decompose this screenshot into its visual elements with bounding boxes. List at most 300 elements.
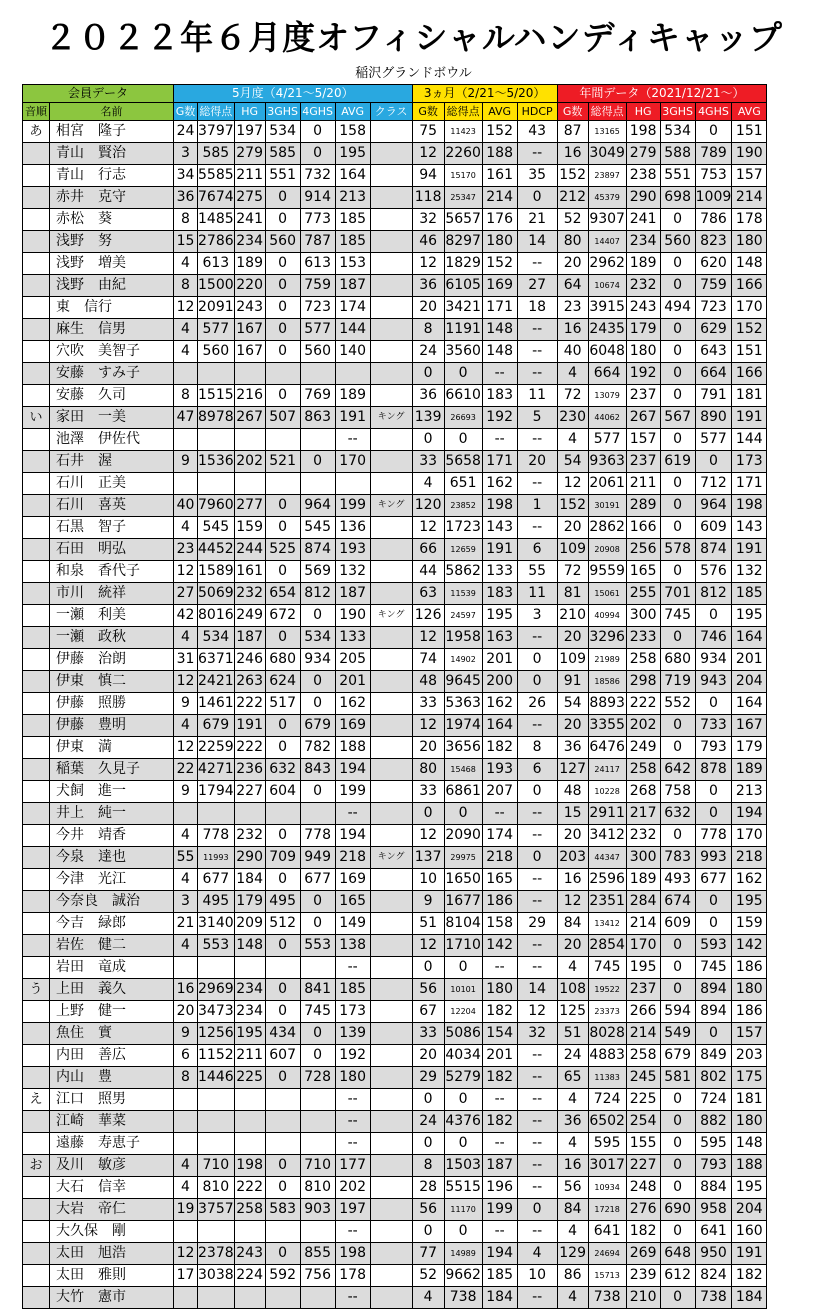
annual-cell: 745 [660, 605, 695, 627]
month-cell: 36 [174, 187, 198, 209]
annual-cell: 182 [732, 1265, 767, 1287]
three-month-cell: -- [517, 253, 557, 275]
month-cell: 0 [265, 495, 300, 517]
month-cell: 197 [234, 121, 265, 143]
month-cell: 934 [300, 649, 335, 671]
member-name: 今泉 達也 [50, 847, 174, 869]
three-month-cell: 207 [482, 781, 517, 803]
month-cell: 3 [174, 143, 198, 165]
month-cell: 745 [300, 1001, 335, 1023]
initial-cell [23, 165, 50, 187]
annual-cell: 179 [732, 737, 767, 759]
annual-cell: 680 [660, 649, 695, 671]
annual-cell: 733 [695, 715, 732, 737]
month-cell: 185 [335, 231, 370, 253]
month-cell: 5585 [198, 165, 235, 187]
three-month-cell: 8104 [444, 913, 482, 935]
initial-cell: お [23, 1155, 50, 1177]
member-name: 太田 雅則 [50, 1265, 174, 1287]
table-row [23, 935, 767, 957]
class-cell [370, 451, 412, 473]
column-header: 総得点 [588, 103, 626, 121]
annual-cell: 210 [626, 1287, 660, 1309]
class-cell [370, 891, 412, 913]
annual-cell: 4883 [588, 1045, 626, 1067]
annual-cell: 642 [660, 759, 695, 781]
month-cell: 277 [234, 495, 265, 517]
month-cell: 144 [335, 319, 370, 341]
month-cell [234, 1133, 265, 1155]
annual-cell: 4 [557, 957, 588, 979]
annual-cell: 157 [626, 429, 660, 451]
month-cell: 16 [174, 979, 198, 1001]
three-month-cell: 0 [517, 187, 557, 209]
class-cell [370, 1243, 412, 1265]
class-cell [370, 143, 412, 165]
month-cell: 0 [265, 319, 300, 341]
annual-cell: 12 [557, 891, 588, 913]
month-cell: 12 [174, 671, 198, 693]
class-cell [370, 693, 412, 715]
table-row [23, 1089, 767, 1111]
initial-cell [23, 825, 50, 847]
three-month-cell: 5086 [444, 1023, 482, 1045]
month-cell [174, 803, 198, 825]
annual-cell: 170 [626, 935, 660, 957]
month-cell: 12 [174, 297, 198, 319]
month-cell: 167 [234, 319, 265, 341]
three-month-cell: 0 [412, 1089, 444, 1111]
annual-cell: 36 [557, 1111, 588, 1133]
annual-cell: 3412 [588, 825, 626, 847]
month-cell: 855 [300, 1243, 335, 1265]
class-cell [370, 187, 412, 209]
three-month-cell: 218 [482, 847, 517, 869]
annual-cell: 151 [732, 341, 767, 363]
three-month-cell: -- [517, 825, 557, 847]
three-month-cell: 133 [482, 561, 517, 583]
month-cell: 258 [234, 1199, 265, 1221]
class-cell [370, 209, 412, 231]
class-cell [370, 253, 412, 275]
month-cell: 195 [335, 143, 370, 165]
three-month-cell: 33 [412, 1023, 444, 1045]
three-month-cell: 118 [412, 187, 444, 209]
month-cell: 4 [174, 869, 198, 891]
group-month: 5月度（4/21～5/20） [174, 85, 413, 103]
three-month-cell: 183 [482, 583, 517, 605]
month-cell: 0 [300, 451, 335, 473]
annual-cell: 13165 [588, 121, 626, 143]
member-name: 赤松 葵 [50, 209, 174, 231]
member-name: 安藤 すみ子 [50, 363, 174, 385]
month-cell [198, 803, 235, 825]
three-month-cell: 0 [444, 1133, 482, 1155]
annual-cell: 222 [626, 693, 660, 715]
annual-cell: 192 [626, 363, 660, 385]
table-row [23, 583, 767, 605]
table-row [23, 1001, 767, 1023]
month-cell: 42 [174, 605, 198, 627]
three-month-cell: -- [517, 891, 557, 913]
three-month-cell: -- [517, 319, 557, 341]
annual-cell: 783 [660, 847, 695, 869]
handicap-table [22, 84, 767, 1309]
month-cell: 0 [265, 1155, 300, 1177]
month-cell [265, 1111, 300, 1133]
annual-cell: 1009 [695, 187, 732, 209]
three-month-cell: 24597 [444, 605, 482, 627]
three-month-cell: -- [517, 1155, 557, 1177]
annual-cell: 195 [732, 891, 767, 913]
three-month-cell: -- [482, 957, 517, 979]
annual-cell: 44347 [588, 847, 626, 869]
month-cell: 654 [265, 583, 300, 605]
initial-cell [23, 605, 50, 627]
member-name: 及川 敏彦 [50, 1155, 174, 1177]
annual-cell: 884 [695, 1177, 732, 1199]
annual-cell: 753 [695, 165, 732, 187]
class-cell [370, 759, 412, 781]
three-month-cell: 33 [412, 781, 444, 803]
annual-cell: 0 [660, 363, 695, 385]
three-month-cell: 1191 [444, 319, 482, 341]
three-month-cell: 162 [482, 693, 517, 715]
month-cell [300, 957, 335, 979]
table-row [23, 1045, 767, 1067]
annual-cell: 269 [626, 1243, 660, 1265]
annual-cell: 576 [695, 561, 732, 583]
month-cell: 220 [234, 275, 265, 297]
column-header: 4GHS [695, 103, 732, 121]
three-month-cell: 12 [517, 1001, 557, 1023]
three-month-cell: -- [517, 473, 557, 495]
annual-cell: 778 [695, 825, 732, 847]
annual-cell: 298 [626, 671, 660, 693]
class-cell [370, 781, 412, 803]
month-cell: 195 [234, 1023, 265, 1045]
three-month-cell: 63 [412, 583, 444, 605]
month-cell: 728 [300, 1067, 335, 1089]
table-row [23, 407, 767, 429]
three-month-cell: 18 [517, 297, 557, 319]
annual-cell: 152 [732, 319, 767, 341]
month-cell: 246 [234, 649, 265, 671]
month-cell: 710 [300, 1155, 335, 1177]
month-cell: 756 [300, 1265, 335, 1287]
month-cell: 604 [265, 781, 300, 803]
annual-cell: 217 [626, 803, 660, 825]
month-cell: 222 [234, 693, 265, 715]
annual-cell: 164 [732, 693, 767, 715]
three-month-cell: 171 [482, 297, 517, 319]
class-cell [370, 539, 412, 561]
month-cell [174, 1089, 198, 1111]
three-month-cell: -- [517, 1133, 557, 1155]
month-cell: -- [335, 1133, 370, 1155]
month-cell: 632 [265, 759, 300, 781]
initial-cell [23, 253, 50, 275]
three-month-cell: -- [517, 429, 557, 451]
month-cell [198, 429, 235, 451]
annual-cell: 4 [557, 1133, 588, 1155]
month-cell: 198 [335, 1243, 370, 1265]
three-month-cell: 1958 [444, 627, 482, 649]
three-month-cell: 184 [482, 1287, 517, 1309]
annual-cell: 188 [732, 1155, 767, 1177]
month-cell: 787 [300, 231, 335, 253]
three-month-cell: -- [517, 869, 557, 891]
month-cell [234, 429, 265, 451]
month-cell: 1256 [198, 1023, 235, 1045]
table-row [23, 539, 767, 561]
initial-cell [23, 209, 50, 231]
three-month-cell: 5862 [444, 561, 482, 583]
month-cell: -- [335, 803, 370, 825]
table-row [23, 957, 767, 979]
member-name: 岩田 竜成 [50, 957, 174, 979]
month-cell: 164 [335, 165, 370, 187]
annual-cell: 0 [660, 209, 695, 231]
three-month-cell: 5515 [444, 1177, 482, 1199]
annual-cell: 20 [557, 253, 588, 275]
table-row [23, 979, 767, 1001]
month-cell: 863 [300, 407, 335, 429]
annual-cell: 36 [557, 737, 588, 759]
month-cell: 198 [234, 1155, 265, 1177]
annual-cell: 745 [588, 957, 626, 979]
annual-cell: 2862 [588, 517, 626, 539]
table-row [23, 671, 767, 693]
annual-cell: 17218 [588, 1199, 626, 1221]
three-month-cell: -- [517, 1067, 557, 1089]
month-cell: 12 [174, 561, 198, 583]
annual-cell: 10228 [588, 781, 626, 803]
month-cell: -- [335, 1221, 370, 1243]
annual-cell: 182 [626, 1221, 660, 1243]
initial-cell [23, 1177, 50, 1199]
month-cell [198, 1221, 235, 1243]
member-name: 犬飼 進一 [50, 781, 174, 803]
month-cell: 1485 [198, 209, 235, 231]
initial-cell [23, 715, 50, 737]
annual-cell: 16 [557, 143, 588, 165]
annual-cell: 3017 [588, 1155, 626, 1177]
month-cell: 138 [335, 935, 370, 957]
annual-cell: 0 [660, 517, 695, 539]
initial-cell [23, 737, 50, 759]
annual-cell: 664 [695, 363, 732, 385]
annual-cell: 54 [557, 451, 588, 473]
three-month-cell: -- [517, 517, 557, 539]
class-cell [370, 1045, 412, 1067]
month-cell: 194 [335, 825, 370, 847]
annual-cell: 0 [695, 605, 732, 627]
month-cell [265, 1133, 300, 1155]
table-body [23, 121, 767, 1309]
member-name: 太田 旭浩 [50, 1243, 174, 1265]
annual-cell: 191 [732, 407, 767, 429]
month-cell [300, 1221, 335, 1243]
annual-cell: 267 [626, 407, 660, 429]
table-row [23, 143, 767, 165]
month-cell [198, 1089, 235, 1111]
month-cell: 47 [174, 407, 198, 429]
table-row [23, 429, 767, 451]
annual-cell: 701 [660, 583, 695, 605]
month-cell: 148 [234, 935, 265, 957]
three-month-cell: 44 [412, 561, 444, 583]
three-month-cell: 29 [517, 913, 557, 935]
three-month-cell: 0 [412, 1221, 444, 1243]
month-cell: 27 [174, 583, 198, 605]
month-cell: 189 [335, 385, 370, 407]
class-cell: キング [370, 407, 412, 429]
initial-cell [23, 891, 50, 913]
annual-cell: 180 [732, 979, 767, 1001]
annual-cell: 964 [695, 495, 732, 517]
month-cell: 778 [198, 825, 235, 847]
month-cell: 8978 [198, 407, 235, 429]
three-month-cell: 8297 [444, 231, 482, 253]
month-cell: 187 [335, 583, 370, 605]
three-month-cell: 12 [412, 825, 444, 847]
three-month-cell: 10 [412, 869, 444, 891]
class-cell [370, 473, 412, 495]
column-header: G数 [412, 103, 444, 121]
annual-cell: 612 [660, 1265, 695, 1287]
annual-cell: 166 [626, 517, 660, 539]
three-month-cell: 48 [412, 671, 444, 693]
three-month-cell: 1 [517, 495, 557, 517]
annual-cell: 958 [695, 1199, 732, 1221]
month-cell: 211 [234, 165, 265, 187]
month-cell: 732 [300, 165, 335, 187]
annual-cell: 201 [732, 649, 767, 671]
month-cell: 133 [335, 627, 370, 649]
annual-cell: 185 [732, 583, 767, 605]
annual-cell: 80 [557, 231, 588, 253]
month-cell [198, 1133, 235, 1155]
three-month-cell: 4 [412, 1287, 444, 1309]
month-cell: 236 [234, 759, 265, 781]
annual-cell: 2061 [588, 473, 626, 495]
annual-cell: 620 [695, 253, 732, 275]
month-cell: 613 [198, 253, 235, 275]
annual-cell: 171 [732, 473, 767, 495]
three-month-cell: 12 [412, 143, 444, 165]
month-cell: 192 [335, 1045, 370, 1067]
month-cell: 232 [234, 825, 265, 847]
annual-cell: 24694 [588, 1243, 626, 1265]
month-cell [234, 803, 265, 825]
month-cell [265, 803, 300, 825]
annual-cell: 234 [626, 231, 660, 253]
class-cell [370, 803, 412, 825]
month-cell: 4 [174, 935, 198, 957]
annual-cell: 180 [626, 341, 660, 363]
month-cell: 1152 [198, 1045, 235, 1067]
annual-cell: 13412 [588, 913, 626, 935]
annual-cell: 16 [557, 319, 588, 341]
member-name: 相宮 隆子 [50, 121, 174, 143]
month-cell: 4 [174, 517, 198, 539]
month-cell: 12 [174, 737, 198, 759]
class-cell [370, 341, 412, 363]
three-month-cell: 5279 [444, 1067, 482, 1089]
three-month-cell: 15170 [444, 165, 482, 187]
table-row [23, 275, 767, 297]
month-cell: 782 [300, 737, 335, 759]
initial-cell [23, 275, 50, 297]
three-month-cell: 120 [412, 495, 444, 517]
month-cell: 209 [234, 913, 265, 935]
month-cell: 709 [265, 847, 300, 869]
annual-cell: 577 [588, 429, 626, 451]
annual-cell: 791 [695, 385, 732, 407]
month-cell: 592 [265, 1265, 300, 1287]
month-cell [234, 1287, 265, 1309]
column-header: 3GHS [265, 103, 300, 121]
annual-cell: 167 [732, 715, 767, 737]
annual-cell: 268 [626, 781, 660, 803]
annual-cell: 2435 [588, 319, 626, 341]
member-name: 家田 一美 [50, 407, 174, 429]
three-month-cell: 0 [444, 1089, 482, 1111]
column-header: HDCP [517, 103, 557, 121]
month-cell: 2091 [198, 297, 235, 319]
annual-cell: 0 [660, 275, 695, 297]
three-month-cell: -- [482, 803, 517, 825]
group-header-row [23, 85, 767, 103]
three-month-cell: 142 [482, 935, 517, 957]
class-cell: キング [370, 847, 412, 869]
month-cell: 677 [300, 869, 335, 891]
month-cell: 517 [265, 693, 300, 715]
annual-cell: 609 [695, 517, 732, 539]
month-cell: 0 [265, 979, 300, 1001]
annual-cell: 0 [660, 1287, 695, 1309]
initial-cell [23, 1265, 50, 1287]
annual-cell: 0 [660, 429, 695, 451]
annual-cell: 2911 [588, 803, 626, 825]
table-row [23, 1067, 767, 1089]
column-header: G数 [174, 103, 198, 121]
month-cell: 613 [300, 253, 335, 275]
month-cell: 8 [174, 275, 198, 297]
annual-cell: 18586 [588, 671, 626, 693]
month-cell: 162 [335, 693, 370, 715]
three-month-cell: 32 [517, 1023, 557, 1045]
annual-cell: 3049 [588, 143, 626, 165]
annual-cell: 595 [695, 1133, 732, 1155]
month-cell: 0 [265, 715, 300, 737]
annual-cell: 0 [660, 561, 695, 583]
three-month-cell: 191 [482, 539, 517, 561]
month-cell: 243 [234, 1243, 265, 1265]
three-month-cell: 12 [412, 715, 444, 737]
initial-cell [23, 495, 50, 517]
month-cell: 577 [198, 319, 235, 341]
table-row [23, 319, 767, 341]
month-cell: 174 [335, 297, 370, 319]
three-month-cell: 139 [412, 407, 444, 429]
annual-cell: 245 [626, 1067, 660, 1089]
table-row [23, 187, 767, 209]
annual-cell: 211 [626, 473, 660, 495]
initial-cell [23, 913, 50, 935]
three-month-cell: 11 [517, 385, 557, 407]
